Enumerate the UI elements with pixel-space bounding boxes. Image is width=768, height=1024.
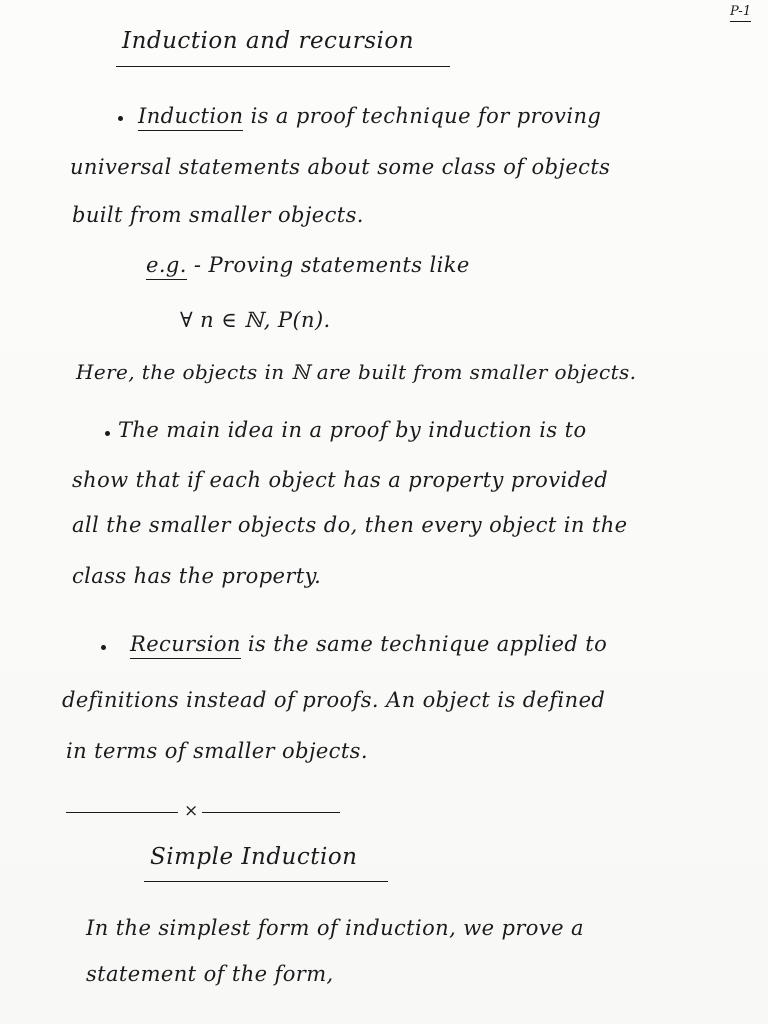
example-line <box>146 255 470 276</box>
example-label: e.g. <box>146 253 187 280</box>
bullet-main-idea <box>105 431 110 436</box>
induction-line-3: built from smaller objects. <box>72 203 364 227</box>
recursion-term: Recursion <box>130 632 241 659</box>
recursion-line-1-rest: is the same technique applied to <box>247 632 608 656</box>
section-divider <box>66 803 340 823</box>
induction-line-1 <box>138 106 601 127</box>
page-title: Induction and recursion <box>122 28 415 54</box>
recursion-line-3: in terms of smaller objects. <box>66 739 368 763</box>
divider-cross-icon: × <box>184 801 199 821</box>
recursion-line-2: definitions instead of proofs. An object is defined <box>62 688 606 712</box>
recursion-line-1 <box>130 634 607 655</box>
simple-induction-line-1: In the simplest form of induction, we prove a <box>86 916 584 940</box>
bullet-recursion <box>101 645 106 650</box>
section-title-underline <box>144 881 388 882</box>
section-title: Simple Induction <box>150 844 358 870</box>
title-underline <box>116 66 450 67</box>
simple-induction-line-2: statement of the form, <box>86 962 334 986</box>
bullet-induction <box>118 116 123 121</box>
natural-numbers-note: Here, the objects in ℕ are built from smaller objects. <box>76 360 637 384</box>
main-idea-line-3: all the smaller objects do, then every object in the <box>72 513 628 537</box>
page-number: P-1 <box>730 4 751 22</box>
induction-line-1-rest: is a proof technique for proving <box>250 104 602 128</box>
induction-term: Induction <box>138 104 243 131</box>
formula-for-all-n: ∀ n ∈ ℕ, P(n). <box>180 308 331 332</box>
divider-line-right <box>202 812 340 813</box>
main-idea-line-4: class has the property. <box>72 564 322 588</box>
example-text: - Proving statements like <box>193 253 470 277</box>
main-idea-line-2: show that if each object has a property provided <box>72 468 609 492</box>
divider-line-left <box>66 812 178 813</box>
main-idea-line-1: The main idea in a proof by induction is to <box>118 418 587 442</box>
induction-line-2: universal statements about some class of objects <box>70 155 611 179</box>
